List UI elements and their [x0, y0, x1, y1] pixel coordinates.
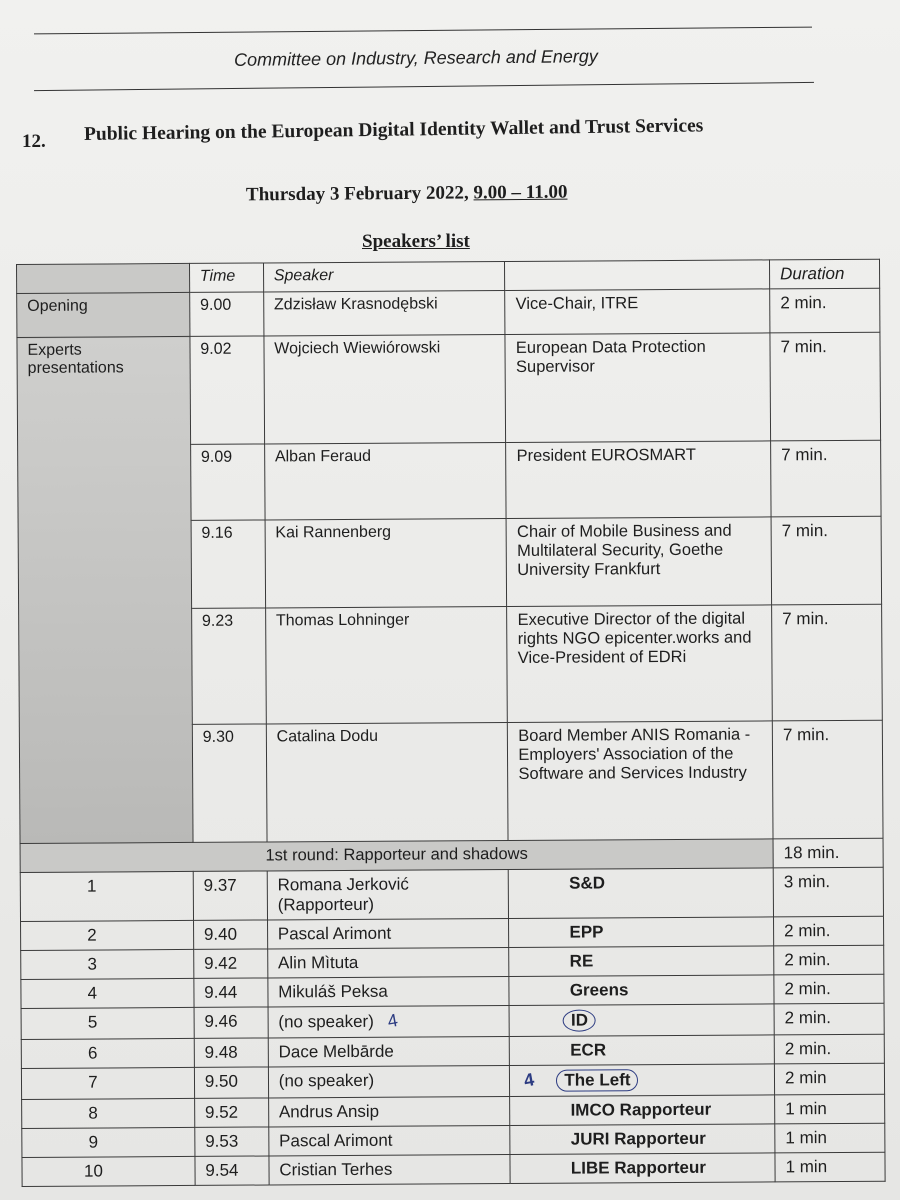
row-speaker: Dace Melbārde: [268, 1036, 510, 1066]
row-group: IMCO Rapporteur: [510, 1095, 775, 1126]
row-speaker: Alin Mìtuta: [267, 948, 509, 978]
row-group-circled: ID: [563, 1009, 596, 1031]
row-number: 4: [21, 978, 194, 1008]
handwritten-mark: 4: [522, 1069, 536, 1091]
row-speaker: (no speaker): [278, 1011, 374, 1032]
row-speaker: (no speaker): [268, 1065, 510, 1097]
hearing-time-range: 9.00 – 11.00: [473, 181, 568, 204]
row-time: 9.46: [194, 1007, 268, 1038]
row-duration: 2 min.: [774, 974, 884, 1004]
row-time: 9.52: [194, 1098, 268, 1127]
row-duration: 2 min: [774, 1063, 884, 1095]
row-time: 9.53: [195, 1127, 269, 1156]
row-duration: 2 min.: [774, 916, 884, 946]
table-row: [22, 1152, 885, 1186]
speakers-table: [16, 259, 886, 1187]
round-duration: 18 min.: [773, 838, 883, 868]
row-number: 10: [22, 1156, 195, 1186]
row-time: 9.42: [194, 949, 268, 978]
row-number: 3: [21, 949, 194, 979]
row-number: 5: [21, 1007, 194, 1039]
row-role: Board Member ANIS Romania - Employers' Association of the Software and Services Industry: [508, 721, 773, 841]
row-group: LIBE Rapporteur: [510, 1153, 775, 1184]
row-duration: 2 min.: [774, 945, 884, 975]
row-group-cell: [509, 1004, 774, 1037]
row-group: EPP: [509, 917, 774, 948]
round-title: 1st round: Rapporteur and shadows: [20, 839, 773, 873]
row-group: JURI Rapporteur: [510, 1124, 775, 1155]
speakers-list-heading: Speakers’ list: [362, 231, 470, 252]
session-label-opening: Opening: [17, 292, 190, 337]
row-speaker-cell: [268, 1005, 510, 1037]
hearing-title: Public Hearing on the European Digital Identity Wallet and Trust Services: [83, 115, 704, 145]
row-speaker: Catalina Dodu: [266, 723, 508, 842]
row-time: 9.16: [191, 520, 265, 608]
committee-name: Committee on Industry, Research and Energy: [233, 46, 598, 70]
row-number: 6: [21, 1038, 194, 1068]
table-row: [20, 867, 883, 921]
row-duration: 1 min: [775, 1094, 885, 1124]
row-speaker: Romana Jerković (Rapporteur): [267, 870, 509, 920]
top-rule: [34, 27, 812, 35]
row-group-circled: The Left: [556, 1069, 638, 1092]
header-duration: Duration: [770, 259, 880, 289]
row-duration: 2 min.: [770, 288, 880, 333]
row-role: Executive Director of the digital rights NGO epicenter.works and Vice-President of EDRi: [507, 605, 772, 723]
row-speaker: Wojciech Wiewiórowski: [264, 335, 506, 444]
table-row: [17, 332, 881, 445]
row-time: 9.02: [190, 336, 265, 444]
row-duration: 1 min: [775, 1123, 885, 1153]
table-row: [17, 288, 880, 337]
row-speaker: Cristian Terhes: [269, 1154, 511, 1184]
row-role: Vice-Chair, ITRE: [505, 289, 770, 335]
row-time: 9.37: [193, 871, 267, 920]
row-duration: 7 min.: [771, 516, 882, 605]
row-group: S&D: [509, 868, 774, 919]
row-duration: 3 min.: [773, 867, 883, 917]
row-duration: 7 min.: [771, 440, 881, 517]
row-time: 9.40: [193, 920, 267, 949]
row-duration: 7 min.: [772, 604, 883, 721]
row-speaker: Thomas Lohninger: [265, 607, 507, 724]
row-time: 9.44: [194, 978, 268, 1007]
row-number: 7: [21, 1067, 194, 1099]
header-speaker: Speaker: [263, 262, 505, 292]
hearing-date: [246, 182, 568, 207]
row-speaker: Mikuláš Peksa: [268, 977, 510, 1007]
row-time: 9.00: [189, 292, 263, 336]
row-role: Chair of Mobile Business and Multilateral Security, Goethe University Frankfurt: [506, 517, 771, 607]
handwritten-mark: 4: [386, 1009, 400, 1032]
row-time: 9.48: [194, 1038, 268, 1067]
row-speaker: Andrus Ansip: [268, 1096, 510, 1126]
row-duration: 2 min.: [774, 1003, 884, 1035]
header-role-cell: [505, 260, 770, 291]
header-rule: [34, 82, 814, 91]
row-time: 9.54: [195, 1156, 269, 1185]
hearing-date-day: Thursday 3 February 2022,: [245, 182, 474, 206]
session-label-experts: Experts presentations: [17, 336, 193, 843]
row-number: 2: [21, 920, 194, 950]
row-group-cell: [510, 1064, 775, 1097]
row-group: Greens: [509, 975, 774, 1006]
row-time: 9.09: [190, 444, 264, 520]
row-duration: 1 min: [775, 1152, 885, 1182]
row-group: RE: [509, 946, 774, 977]
row-time: 9.30: [192, 724, 267, 842]
row-duration: 7 min.: [772, 720, 883, 839]
row-speaker: Pascal Arimont: [267, 919, 509, 949]
row-role: President EUROSMART: [506, 441, 771, 519]
agenda-item-number: 12.: [22, 131, 46, 152]
header-session-cell: [17, 263, 190, 293]
row-speaker: Pascal Arimont: [269, 1125, 511, 1155]
row-time: 9.50: [194, 1067, 268, 1098]
row-number: 9: [22, 1127, 195, 1157]
row-number: 8: [22, 1098, 195, 1128]
row-time: 9.23: [191, 608, 266, 724]
row-speaker: Kai Rannenberg: [265, 519, 507, 608]
row-duration: 2 min.: [774, 1034, 884, 1064]
row-speaker: Zdzisław Krasnodębski: [263, 291, 505, 336]
row-speaker: Alban Feraud: [264, 443, 506, 520]
header-time: Time: [189, 263, 263, 292]
row-duration: 7 min.: [770, 332, 881, 441]
row-number: 1: [20, 871, 193, 921]
row-group: ECR: [510, 1035, 775, 1066]
row-role: European Data Protection Supervisor: [505, 333, 770, 443]
